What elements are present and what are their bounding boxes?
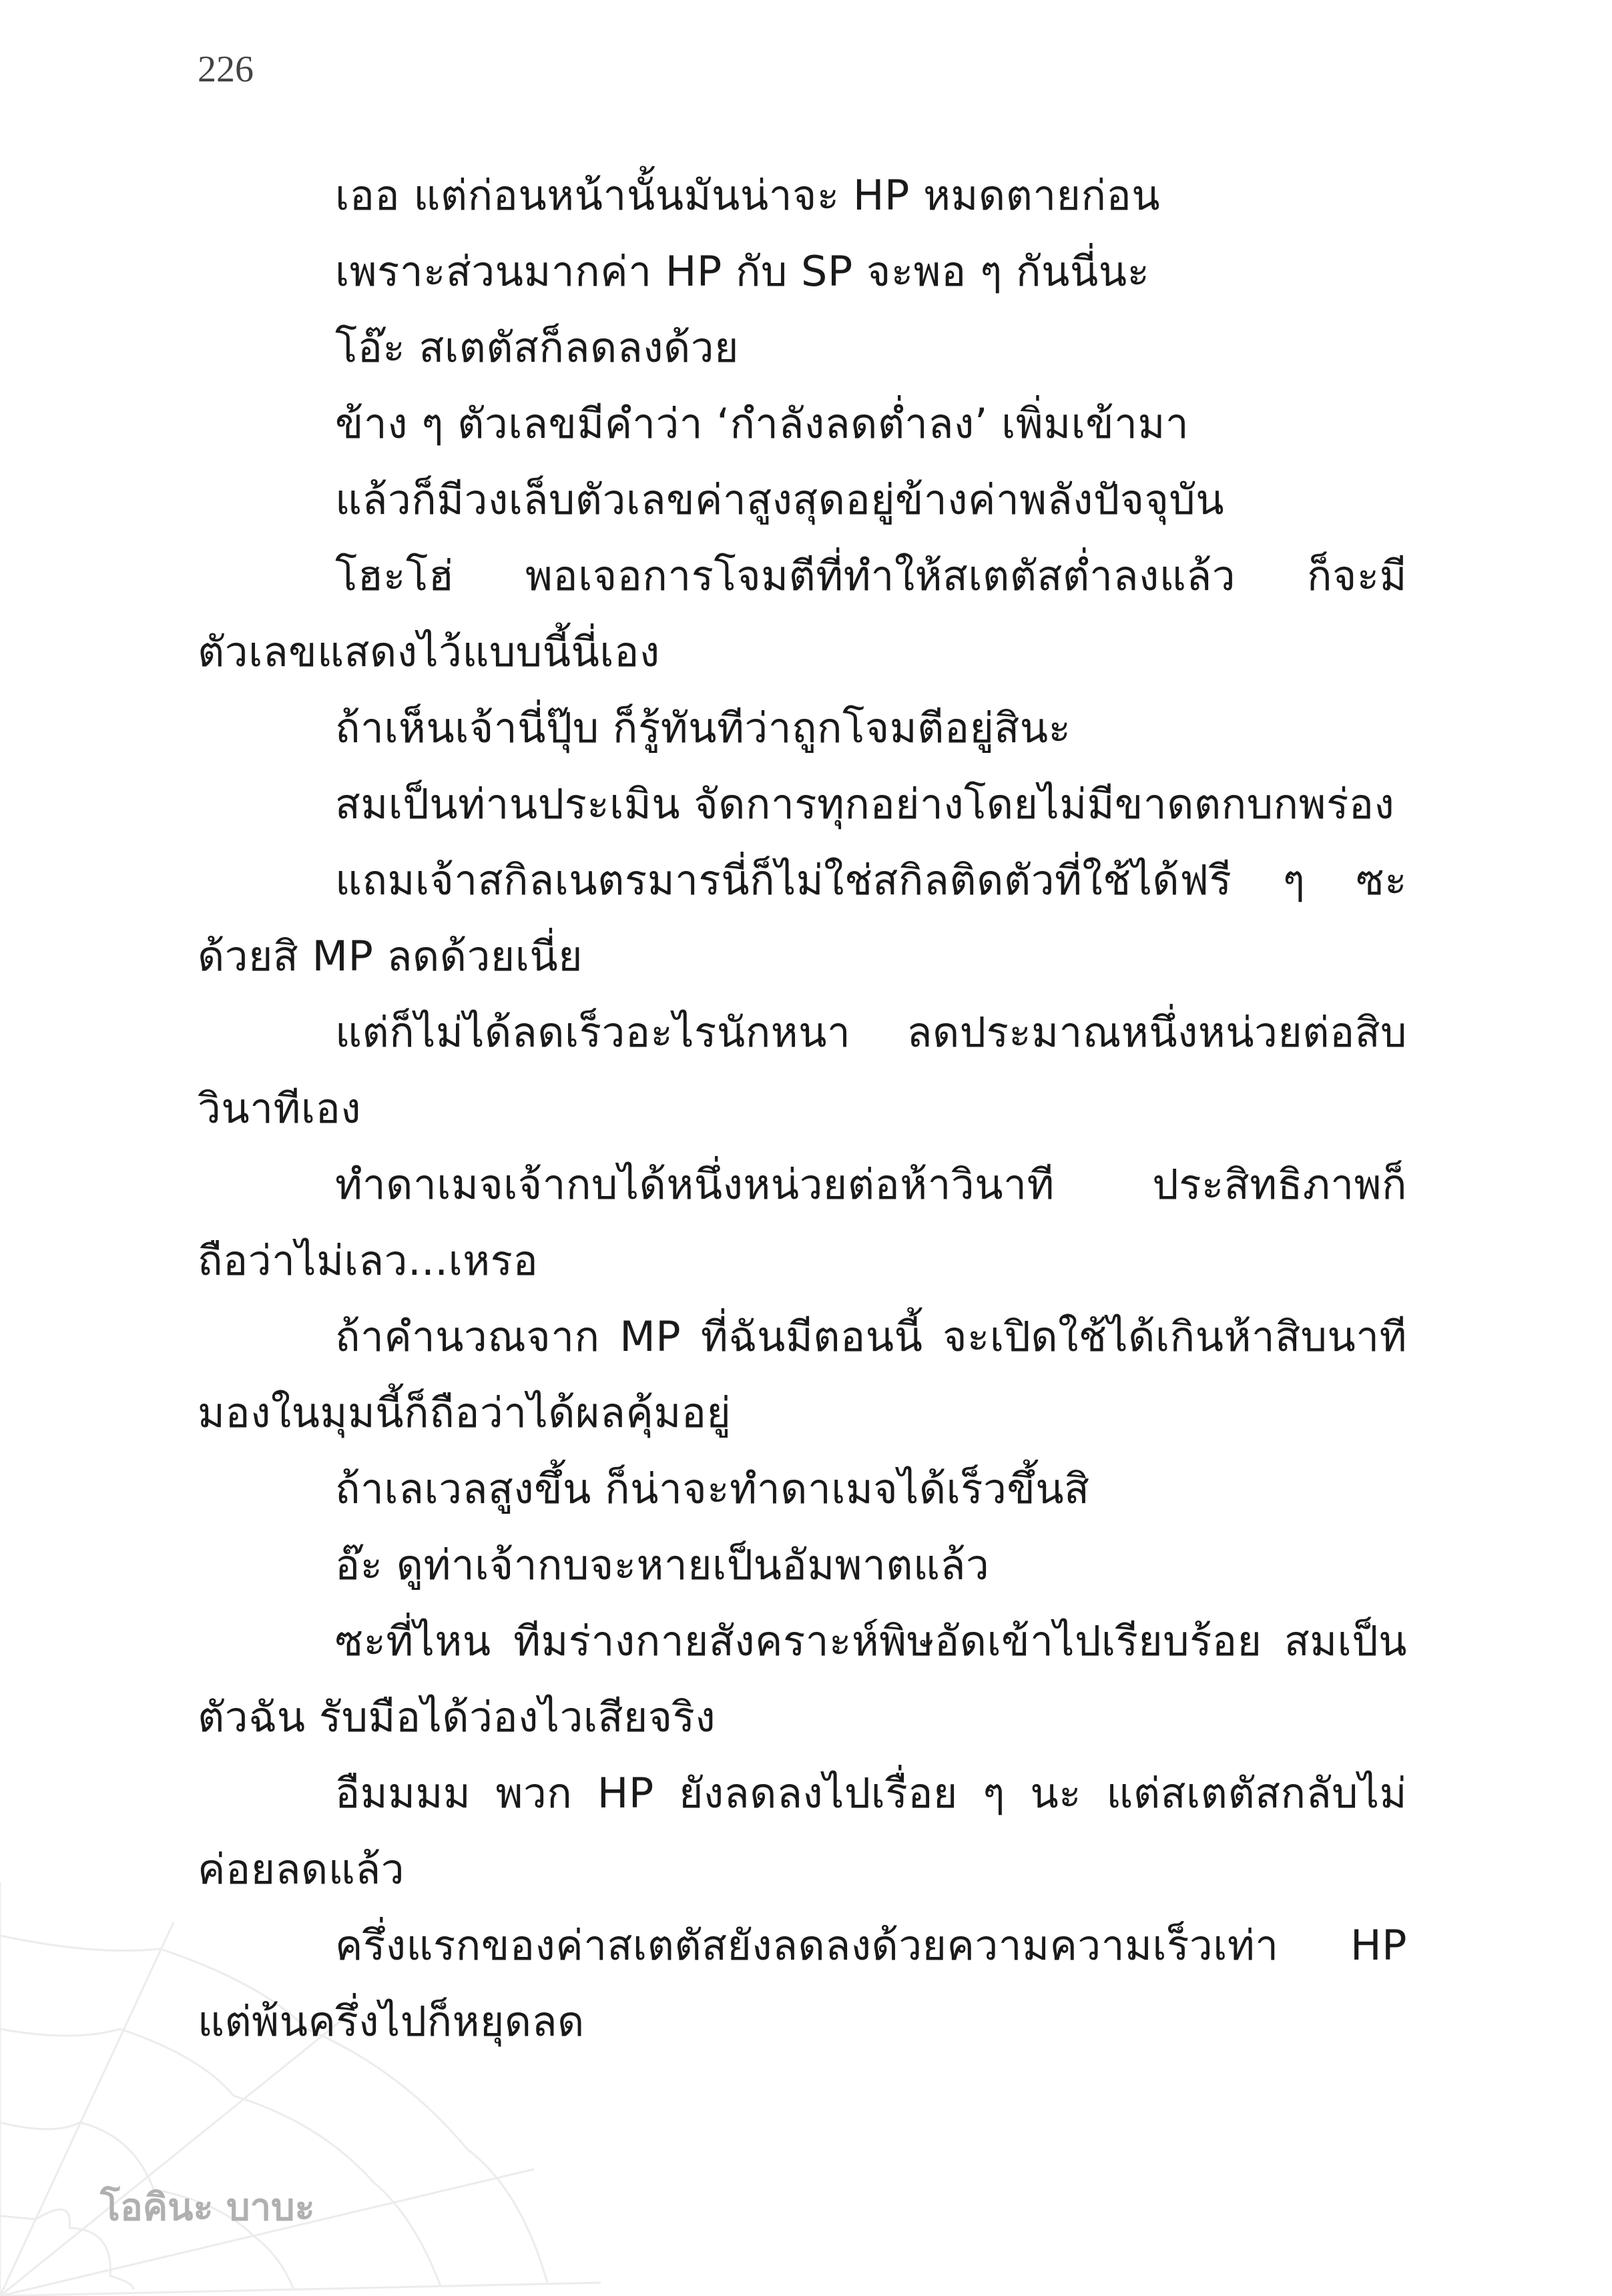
- paragraph: ทำดาเมจเจ้ากบได้หนึ่งหน่วยต่อห้าวินาที ประสิทธิภาพก็ถือว่าไม่เลว...เหรอ: [198, 1160, 1407, 1285]
- page-number: 226: [198, 49, 254, 90]
- paragraph: โฮะโฮ่ พอเจอการโจมตีที่ทำให้สเตตัสต่ำลงแล้ว ก็จะมีตัวเลขแสดงไว้แบบนี้นี่เอง: [198, 551, 1407, 676]
- paragraph: ถ้าเห็นเจ้านี่ปุ๊บ ก็รู้ทันทีว่าถูกโจมตีอยู่สินะ: [335, 703, 1071, 752]
- running-footer-title: โอคินะ บาบะ: [100, 2186, 315, 2229]
- paragraph: ซะที่ไหน ทีมร่างกายสังคราะห์พิษอัดเข้าไปเรียบร้อย สมเป็นตัวฉัน รับมือได้ว่องไวเสียจริง: [198, 1617, 1407, 1741]
- paragraph: แต่ก็ไม่ได้ลดเร็วอะไรนักหนา ลดประมาณหนึ่งหน่วยต่อสิบวินาทีเอง: [198, 1008, 1407, 1133]
- paragraph: ข้าง ๆ ตัวเลขมีคำว่า ‘กำลังลดต่ำลง’ เพิ่มเข้ามา: [335, 399, 1189, 448]
- paragraph: เพราะส่วนมากค่า HP กับ SP จะพอ ๆ กันนี่นะ: [335, 247, 1150, 296]
- paragraph: ครึ่งแรกของค่าสเตตัสยังลดลงด้วยความความเร็วเท่า HP แต่พ้นครึ่งไปก็หยุดลด: [198, 1921, 1407, 2046]
- paragraph: ถ้าเลเวลสูงขึ้น ก็น่าจะทำดาเมจได้เร็วขึ้นสิ: [335, 1464, 1090, 1513]
- paragraph: สมเป็นท่านประเมิน จัดการทุกอย่างโดยไม่มีขาดตกบกพร่อง: [335, 780, 1395, 828]
- paragraph: แล้วก็มีวงเล็บตัวเลขค่าสูงสุดอยู่ข้างค่าพลังปัจจุบัน: [335, 475, 1225, 524]
- paragraph: เออ แต่ก่อนหน้านั้นมันน่าจะ HP หมดตายก่อน: [335, 171, 1161, 220]
- paragraph: แถมเจ้าสกิลเนตรมารนี่ก็ไม่ใช่สกิลติดตัวที่ใช้ได้ฟรี ๆ ซะด้วยสิ MP ลดด้วยเนี่ย: [198, 856, 1407, 980]
- body-text: [198, 158, 1407, 2060]
- paragraph: อืมมมม พวก HP ยังลดลงไปเรื่อย ๆ นะ แต่สเตตัสกลับไม่ค่อยลดแล้ว: [198, 1769, 1407, 1894]
- paragraph: โอ๊ะ สเตตัสก็ลดลงด้วย: [335, 323, 739, 372]
- paragraph: อ๊ะ ดูท่าเจ้ากบจะหายเป็นอัมพาตแล้ว: [335, 1540, 990, 1589]
- paragraph: ถ้าคำนวณจาก MP ที่ฉันมีตอนนี้ จะเปิดใช้ได้เกินห้าสิบนาที มองในมุมนี้ก็ถือว่าได้ผลคุ้มอยู่: [198, 1312, 1407, 1437]
